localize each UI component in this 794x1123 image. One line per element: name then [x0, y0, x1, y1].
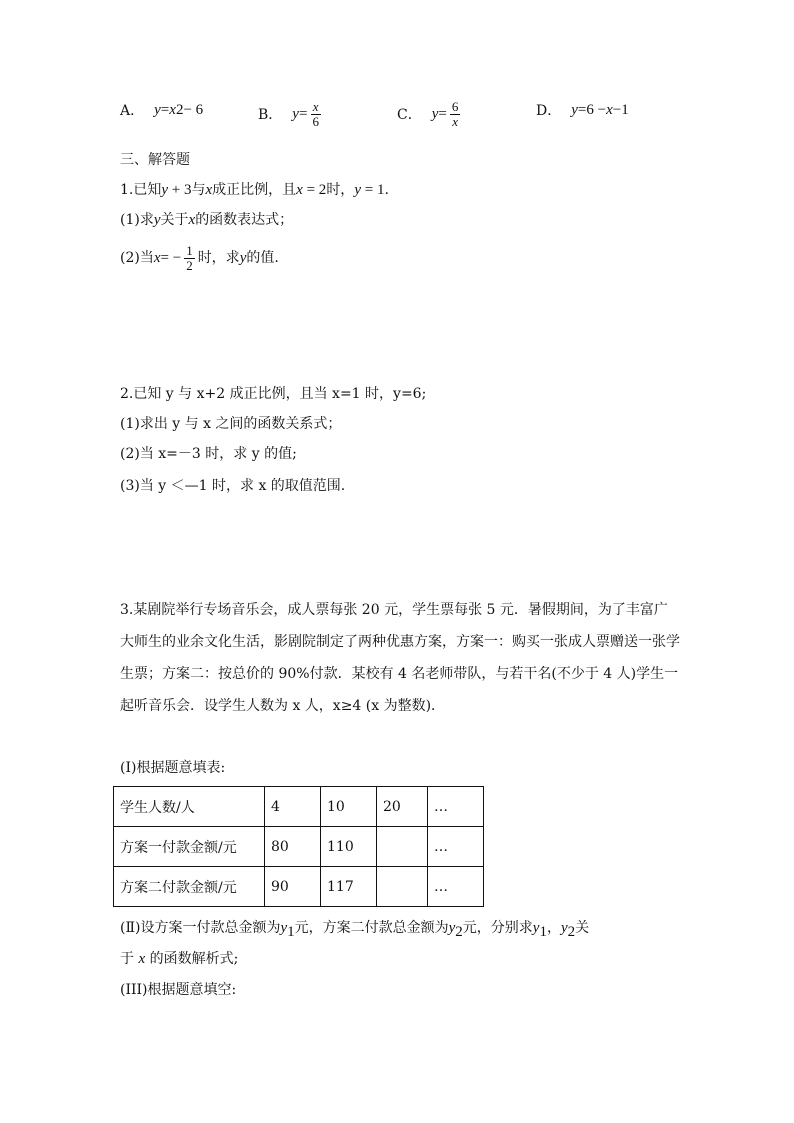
- option-b-letter: B．: [258, 107, 283, 124]
- section-title: 三、解答题: [120, 152, 190, 168]
- option-c: C． y = $\frac{6}{x}$: [397, 99, 459, 129]
- q2-line4: (3)当 y ＜—1 时，求 x 的取值范围.: [120, 478, 346, 494]
- q3-part2-line2: 于 x 的函数解析式;: [120, 951, 239, 967]
- option-c-letter: C．: [397, 107, 422, 124]
- table-cell: 90: [265, 867, 321, 907]
- q1-line3: (2)当 x = − $\frac{1}{2}$ 时，求 y 的值.: [120, 242, 279, 273]
- table-cell: …: [428, 827, 484, 867]
- table-row: [114, 827, 484, 867]
- table-cell: [377, 827, 428, 867]
- table-cell: [377, 867, 428, 907]
- option-a: A． y = x 2 − 6: [120, 101, 204, 119]
- q2-line2: (1)求出 y 与 x 之间的函数关系式；: [120, 416, 342, 432]
- table-cell: 110: [321, 827, 377, 867]
- table-cell: 方案一付款金额/元: [114, 827, 265, 867]
- option-a-letter: A．: [120, 103, 145, 119]
- q3-part3: (III)根据题意填空:: [120, 982, 237, 998]
- q3-paragraph: 3.某剧院举行专场音乐会，成人票每张 20 元，学生票每张 5 元．暑假期间，为了丰富广大师生的业余文化生活，影剧院制定了两种优惠方案，方案一：购买一张成人票赠送一张学生票；方案二：按总价的 90%付款．某校有 4 名老师带队，与若干名(不少于 4 人)学生一起听音乐会．设学生人数为 x 人，x≥4 (x 为整数)．: [120, 602, 680, 714]
- table-cell: …: [428, 787, 484, 827]
- q3-part2-line1: (Ⅱ)设方案一付款总金额为$y_1$元，方案二付款总金额为$y_2$元，分别求$y_1$，$y_2$关: [120, 920, 590, 940]
- table-cell: 80: [265, 827, 321, 867]
- table-row: [114, 867, 484, 907]
- q2-line3: (2)当 x=－3 时，求 y 的值;: [120, 446, 297, 462]
- option-b: B． y = $\frac{x}{6}$: [258, 99, 319, 129]
- option-d-letter: D．: [536, 103, 562, 119]
- table-cell: 4: [265, 787, 321, 827]
- table-cell: 20: [377, 787, 428, 827]
- q1-line2: (1)求y关于x的函数表达式；: [120, 212, 294, 228]
- fraction: $\frac{6}{x}$: [451, 99, 459, 129]
- table-cell: 10: [321, 787, 377, 827]
- q2-line1: 2.已知 y 与 x+2 成正比例，且当 x=1 时，y=6;: [120, 386, 427, 402]
- option-d: D． y = 6 − x −1: [536, 101, 629, 119]
- fraction: $\frac{1}{2}$: [186, 242, 193, 273]
- q1-line1: 1.已知y + 3与x成正比例，且x = 2时，y = 1.: [120, 182, 389, 198]
- table-cell: 方案二付款金额/元: [114, 867, 265, 907]
- fraction: $\frac{x}{6}$: [312, 99, 319, 129]
- q3-part1: (Ⅰ)根据题意填表:: [120, 760, 226, 776]
- table-row: [114, 787, 484, 827]
- table-cell: …: [428, 867, 484, 907]
- table-cell: 117: [321, 867, 377, 907]
- payment-table: [113, 786, 484, 907]
- table-cell: 学生人数/人: [114, 787, 265, 827]
